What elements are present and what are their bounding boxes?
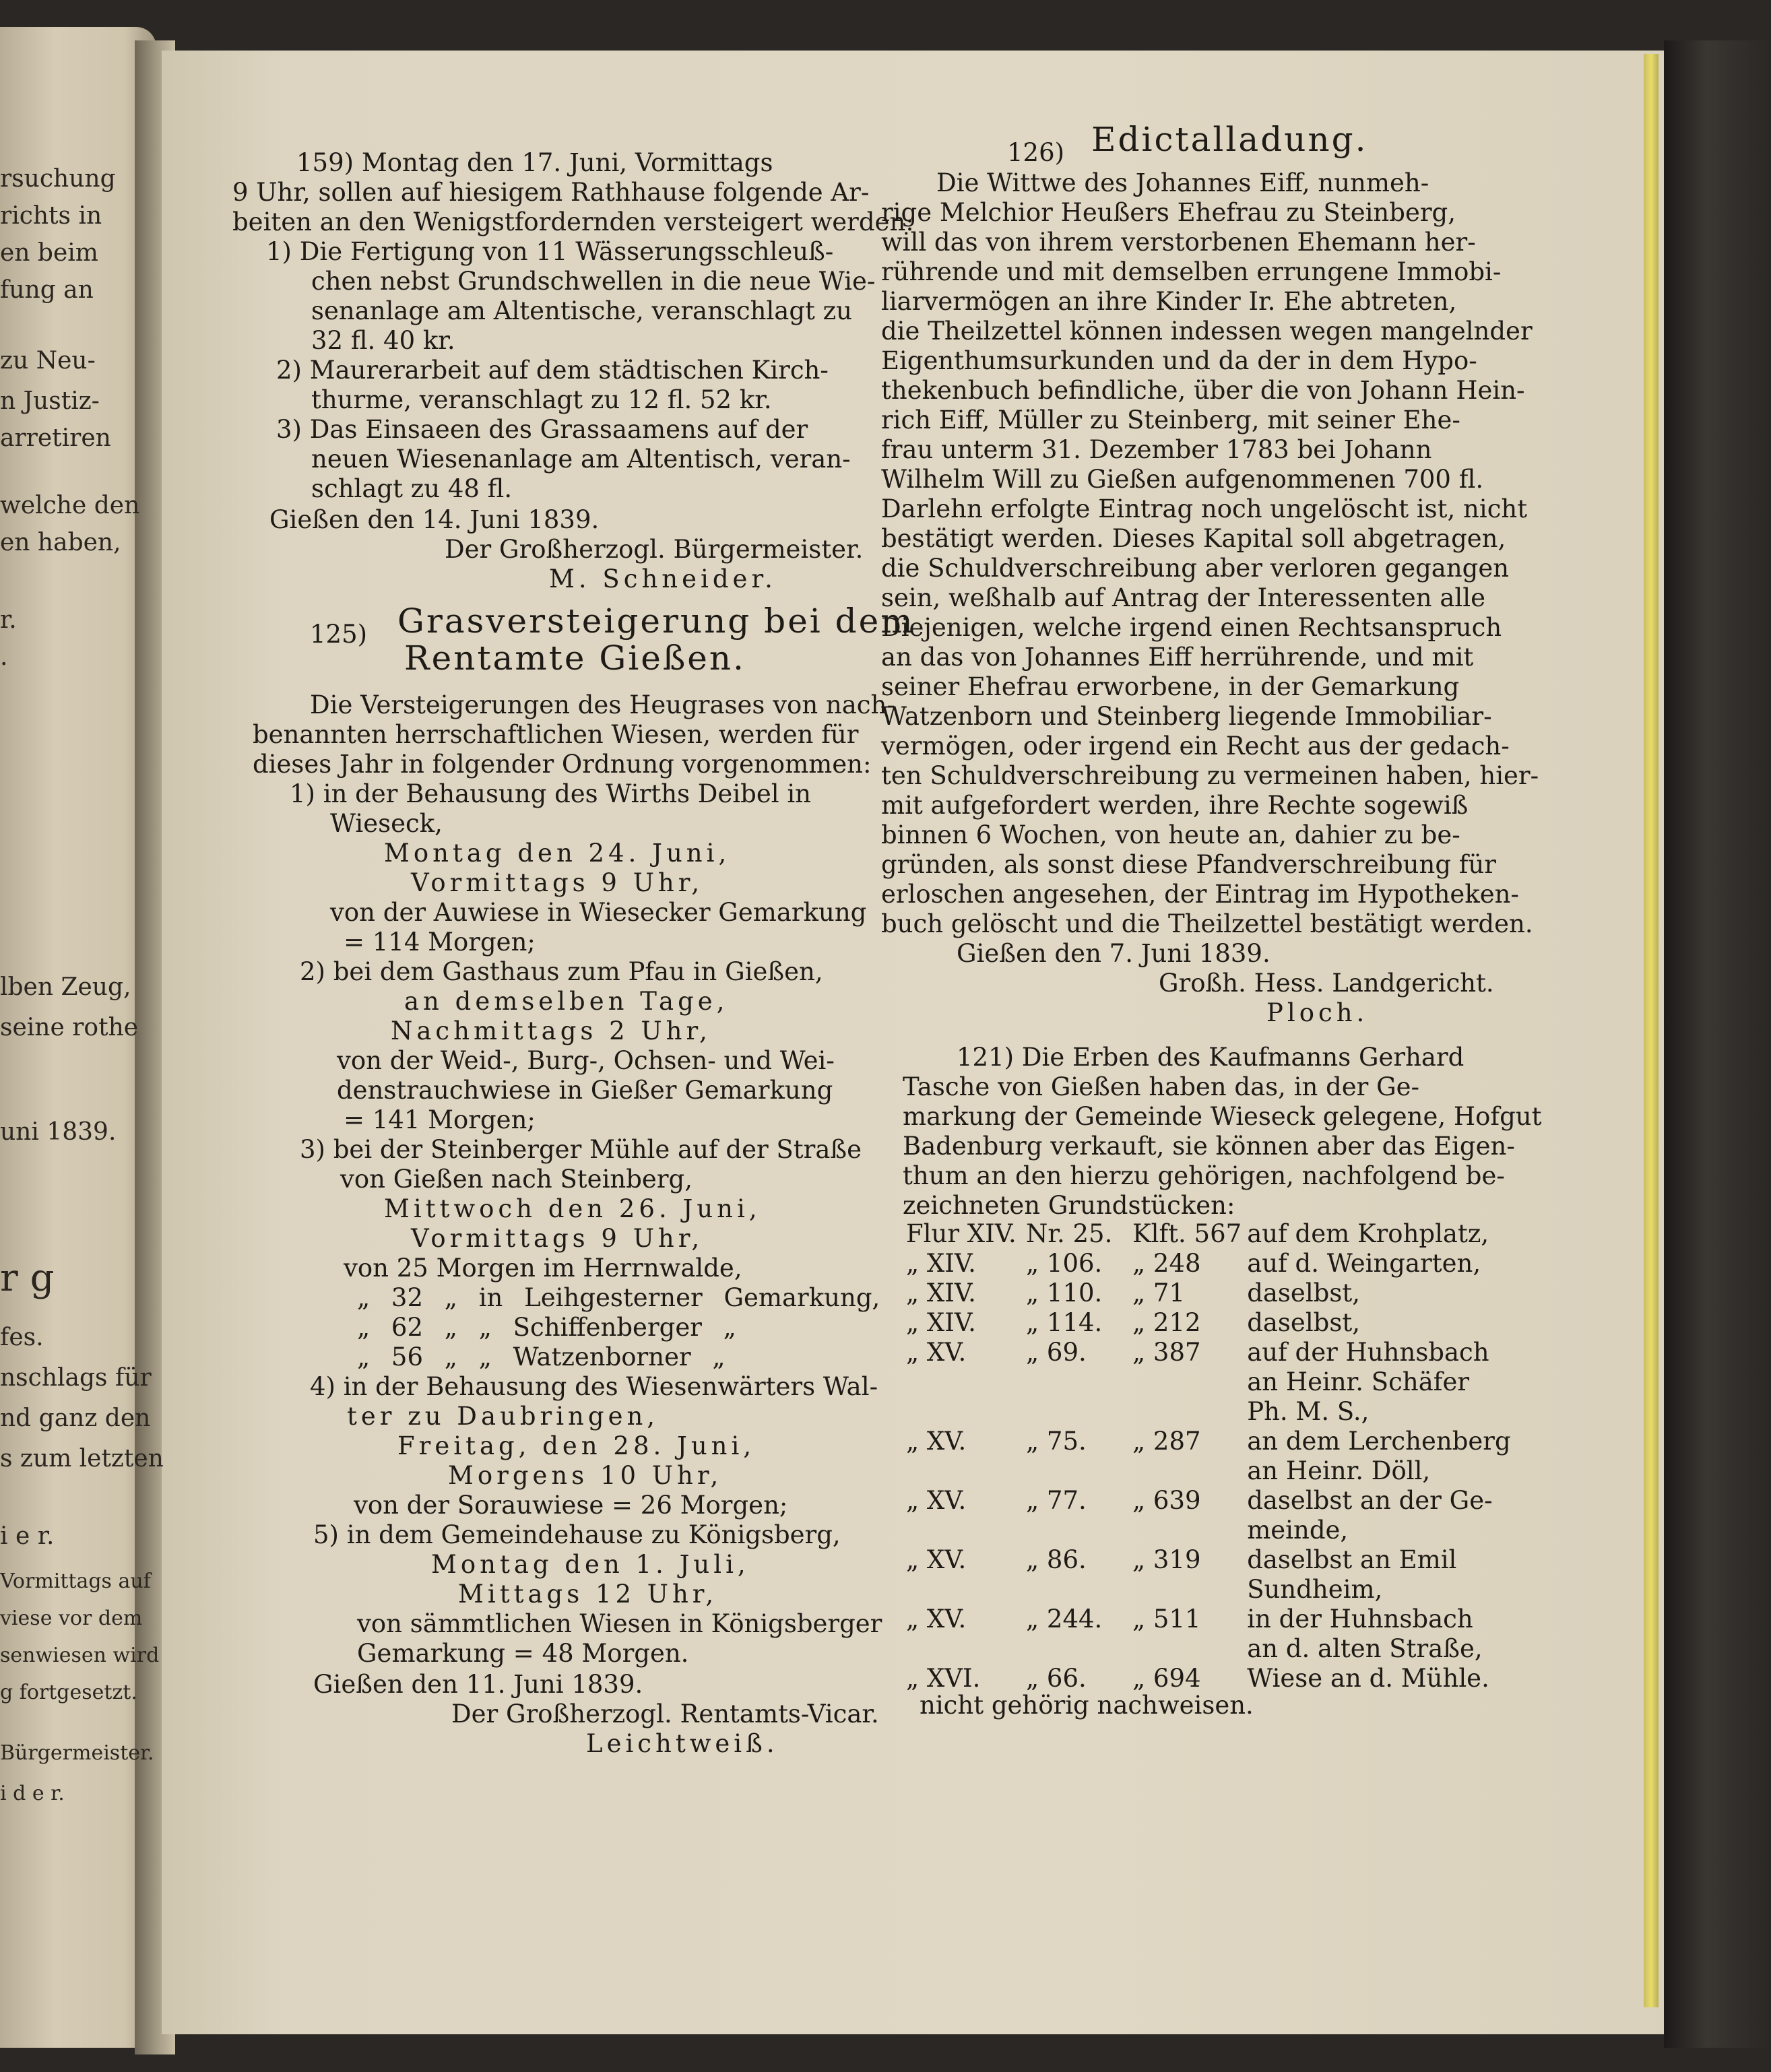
text-line: 4) in der Behausung des Wiesenwärters Wal- (310, 1372, 878, 1401)
parcel-nr (1026, 1397, 1132, 1427)
notice-number: 125) (310, 620, 368, 649)
parcel-flur: „ XV. (906, 1545, 967, 1574)
parcel-row (906, 1367, 1516, 1397)
parcel-flur: „ XV. (906, 1338, 967, 1367)
parcel-flur: „ XIV. (906, 1308, 976, 1337)
text-line: ter zu Daubringen, (347, 1402, 659, 1431)
fragment: g fortgesetzt. (0, 1681, 137, 1704)
text-line: thekenbuch befindliche, über die von Johann Hein- (881, 376, 1525, 405)
notice-title: Edictalladung. (1091, 120, 1368, 159)
fragment: nschlags für (0, 1364, 152, 1392)
parcel-flur (906, 1575, 1026, 1605)
text-line: 1) in der Behausung des Wirths Deibel in (290, 779, 812, 808)
text-line: Freitag, den 28. Juni, (397, 1431, 756, 1460)
parcel-nr: „ 110. (1026, 1278, 1103, 1307)
parcel-klft: „ 511 (1132, 1605, 1201, 1633)
fragment: uni 1839. (0, 1118, 117, 1146)
page-edges (1644, 54, 1659, 2007)
text-line: denstrauchwiese in Gießer Gemarkung (337, 1076, 833, 1105)
text-line: beiten an den Wenigstfordernden versteigert werden: (232, 207, 914, 236)
fragment: richts in (0, 202, 102, 230)
office-line: Großh. Hess. Landgericht. (1159, 969, 1494, 998)
text-line: die Schuldverschreibung aber verloren gegangen (881, 554, 1510, 583)
text-line: rich Eiff, Müller zu Steinberg, mit seiner Ehe- (881, 406, 1460, 434)
parcel-flur: Flur XIV. (906, 1219, 1017, 1248)
fragment: s zum letzten (0, 1445, 164, 1472)
text-line: Montag den 1. Juli, (431, 1550, 750, 1579)
notice-title: Rentamte Gießen. (404, 639, 746, 678)
text-line: 9 Uhr, sollen auf hiesigem Rathhause folgende Ar- (232, 178, 870, 207)
text-line: = 114 Morgen; (344, 928, 536, 957)
parcel-flur: „ XV. (906, 1605, 967, 1633)
fragment: arretiren (0, 424, 111, 452)
fragment: senwiesen wird (0, 1644, 160, 1667)
parcel-row (906, 1219, 1516, 1249)
signature-name: M. Schneider. (549, 564, 777, 593)
parcel-klft (1132, 1367, 1247, 1397)
fragment: welche den (0, 492, 140, 519)
text-line: 3) bei der Steinberger Mühle auf der Straße (300, 1135, 862, 1164)
text-line: schlagt zu 48 fl. (311, 474, 513, 503)
parcel-nr: Nr. 25. (1026, 1219, 1113, 1248)
text-line: Vormittags 9 Uhr, (411, 1224, 704, 1253)
text-line: „ 62 „ „ Schiffenberger „ (357, 1313, 736, 1342)
fragment: i e r. (0, 1522, 55, 1550)
parcel-row (906, 1249, 1516, 1278)
parcel-flur: „ XIV. (906, 1249, 976, 1278)
parcel-flur (906, 1634, 1026, 1664)
text-line: ten Schuldverschreibung zu vermeinen haben, hier- (881, 761, 1539, 790)
office-line: Der Großherzogl. Bürgermeister. (445, 535, 864, 564)
text-line: Diejenigen, welche irgend einen Rechtsanspruch (881, 613, 1502, 642)
text-line: Die Versteigerungen des Heugrases von nach- (310, 690, 895, 719)
parcel-flur: „ XV. (906, 1427, 967, 1456)
parcel-table-body (906, 1219, 1516, 1693)
parcel-table (906, 1219, 1516, 1693)
text-line: = 141 Morgen; (344, 1105, 536, 1134)
parcel-lage: Sundheim, (1247, 1575, 1383, 1604)
parcel-klft: „ 694 (1132, 1664, 1201, 1693)
parcel-klft: „ 387 (1132, 1338, 1201, 1367)
parcel-nr: „ 86. (1026, 1545, 1087, 1574)
parcel-lage: Wiese an d. Mühle. (1247, 1664, 1489, 1693)
parcel-flur (906, 1516, 1026, 1545)
text-line: Vormittags 9 Uhr, (411, 868, 704, 897)
parcel-nr (1026, 1634, 1132, 1664)
date-line: Gießen den 7. Juni 1839. (957, 939, 1270, 968)
book-cover-board (1664, 40, 1771, 2048)
parcel-klft: „ 248 (1132, 1249, 1201, 1278)
text-line: von der Weid-, Burg-, Ochsen- und Wei- (337, 1046, 835, 1075)
parcel-flur: „ XV. (906, 1486, 967, 1515)
fragment: en beim (0, 239, 98, 267)
text-line: chen nebst Grundschwellen in die neue Wie- (311, 267, 876, 296)
text-line: senanlage am Altentische, veranschlagt zu (311, 296, 852, 325)
parcel-lage: auf der Huhnsbach (1247, 1338, 1489, 1367)
text-line: mit aufgefordert werden, ihre Rechte sogewiß (881, 791, 1469, 820)
parcel-nr (1026, 1516, 1132, 1545)
fragment: Vormittags auf (0, 1569, 151, 1593)
text-line: buch gelöscht und die Theilzettel bestätigt werden. (881, 909, 1533, 938)
parcel-nr: „ 244. (1026, 1605, 1103, 1633)
parcel-flur (906, 1397, 1026, 1427)
parcel-lage: auf dem Krohplatz, (1247, 1219, 1489, 1248)
text-line: 1) Die Fertigung von 11 Wässerungsschleuß- (266, 237, 834, 266)
parcel-klft (1132, 1634, 1247, 1664)
text-line: binnen 6 Wochen, von heute an, dahier zu be- (881, 820, 1460, 849)
closing-line: nicht gehörig nachweisen. (920, 1691, 1254, 1720)
date-line: Gießen den 14. Juni 1839. (269, 505, 600, 534)
parcel-row (906, 1486, 1516, 1516)
text-line: „ 32 „ in Leihgesterner Gemarkung, (357, 1283, 880, 1312)
text-line: gründen, als sonst diese Pfandverschreibung für (881, 850, 1496, 879)
fragment: nd ganz den (0, 1404, 151, 1432)
text-line: bestätigt werden. Dieses Kapital soll abgetragen, (881, 524, 1506, 553)
text-line: Wilhelm Will zu Gießen aufgenommenen 700 fl. (881, 465, 1484, 494)
notice-number: 126) (1007, 138, 1065, 167)
text-line: Darlehn erfolgte Eintrag noch ungelöscht ist, nicht (881, 494, 1528, 523)
parcel-nr: „ 106. (1026, 1249, 1103, 1278)
text-line: von sämmtlichen Wiesen in Königsberger (357, 1609, 882, 1638)
parcel-row (906, 1427, 1516, 1456)
fragment: rsuchung (0, 165, 116, 193)
parcel-flur: „ XVI. (906, 1664, 981, 1693)
text-line: liarvermögen an ihre Kinder Ir. Ehe abtreten, (881, 287, 1457, 316)
text-line: Watzenborn und Steinberg liegende Immobiliar- (881, 702, 1492, 731)
parcel-row (906, 1605, 1516, 1634)
text-line: Badenburg verkauft, sie können aber das Eigen- (903, 1132, 1515, 1161)
fragment: Bürgermeister. (0, 1741, 154, 1765)
fragment: seine rothe (0, 1014, 139, 1041)
parcel-flur (906, 1367, 1026, 1397)
text-line: an das von Johannes Eiff herrührende, und mit (881, 643, 1474, 672)
parcel-klft (1132, 1397, 1247, 1427)
parcel-klft (1132, 1575, 1247, 1605)
text-line: 2) Maurerarbeit auf dem städtischen Kirch- (276, 356, 829, 385)
parcel-klft: „ 287 (1132, 1427, 1201, 1456)
parcel-lage: Ph. M. S., (1247, 1397, 1370, 1426)
fragment: en haben, (0, 529, 121, 556)
text-line: rührende und mit demselben errungene Immobi- (881, 257, 1502, 286)
text-line: neuen Wiesenanlage am Altentisch, veran- (311, 445, 851, 474)
fragment: viese vor dem (0, 1607, 143, 1630)
text-line: frau unterm 31. Dezember 1783 bei Johann (881, 435, 1432, 464)
office-line: Der Großherzogl. Rentamts-Vicar. (451, 1699, 879, 1728)
parcel-klft: „ 71 (1132, 1278, 1186, 1307)
text-line: thurme, veranschlagt zu 12 fl. 52 kr. (311, 385, 772, 414)
parcel-nr: „ 75. (1026, 1427, 1087, 1456)
text-line: 32 fl. 40 kr. (311, 326, 455, 355)
parcel-nr: „ 114. (1026, 1308, 1103, 1337)
text-line: von 25 Morgen im Herrnwalde, (344, 1254, 742, 1283)
text-line: thum an den hierzu gehörigen, nachfolgend be- (903, 1161, 1505, 1190)
parcel-klft: Klft. 567 (1132, 1219, 1242, 1248)
parcel-row (906, 1308, 1516, 1338)
parcel-row (906, 1397, 1516, 1427)
text-line: Die Wittwe des Johannes Eiff, nunmeh- (936, 168, 1429, 197)
text-line: Mittags 12 Uhr, (458, 1580, 718, 1609)
parcel-klft (1132, 1516, 1247, 1545)
parcel-lage: an d. alten Straße, (1247, 1634, 1483, 1663)
parcel-row (906, 1545, 1516, 1575)
parcel-lage: an dem Lerchenberg (1247, 1427, 1511, 1456)
parcel-klft: „ 212 (1132, 1308, 1201, 1337)
fragment: n Justiz- (0, 387, 100, 415)
fragment: fung an (0, 276, 94, 304)
parcel-lage: daselbst, (1247, 1308, 1360, 1337)
parcel-nr: „ 66. (1026, 1664, 1087, 1693)
signature-name: Ploch. (1266, 998, 1369, 1027)
fragment: lben Zeug, (0, 973, 131, 1001)
text-line: 159) Montag den 17. Juni, Vormittags (296, 148, 773, 177)
text-line: seiner Ehefrau erworbene, in der Gemarkung (881, 672, 1460, 701)
fragment: i d e r. (0, 1782, 65, 1805)
fragment: fes. (0, 1324, 44, 1351)
text-line: Mittwoch den 26. Juni, (384, 1194, 761, 1223)
parcel-lage: meinde, (1247, 1516, 1349, 1545)
text-line: benannten herrschaftlichen Wiesen, werden für (253, 720, 859, 749)
text-line: dieses Jahr in folgender Ordnung vorgenommen: (253, 750, 872, 779)
text-line: „ 56 „ „ Watzenborner „ (357, 1342, 726, 1371)
notice-title: Grasversteigerung bei dem (397, 602, 915, 641)
text-line: von Gießen nach Steinberg, (340, 1165, 693, 1194)
text-line: 2) bei dem Gasthaus zum Pfau in Gießen, (300, 957, 823, 986)
fragment: zu Neu- (0, 347, 96, 375)
parcel-flur (906, 1456, 1026, 1486)
parcel-row (906, 1338, 1516, 1367)
text-line: markung der Gemeinde Wieseck gelegene, Hofgut (903, 1102, 1542, 1131)
text-line: vermögen, oder irgend ein Recht aus der gedach- (881, 732, 1510, 760)
parcel-nr (1026, 1575, 1132, 1605)
parcel-lage: auf d. Weingarten, (1247, 1249, 1481, 1278)
parcel-lage: in der Huhnsbach (1247, 1605, 1473, 1633)
text-line: Nachmittags 2 Uhr, (391, 1016, 711, 1045)
parcel-nr (1026, 1456, 1132, 1486)
parcel-row (906, 1456, 1516, 1486)
parcel-lage: an Heinr. Schäfer (1247, 1367, 1470, 1396)
parcel-nr: „ 69. (1026, 1338, 1087, 1367)
parcel-row (906, 1634, 1516, 1664)
parcel-lage: daselbst, (1247, 1278, 1360, 1307)
text-line: von der Sorauwiese = 26 Morgen; (354, 1491, 788, 1520)
parcel-klft: „ 319 (1132, 1545, 1201, 1574)
parcel-nr: „ 77. (1026, 1486, 1087, 1515)
text-line: 121) Die Erben des Kaufmanns Gerhard (957, 1043, 1464, 1072)
text-line: Wieseck, (330, 809, 443, 838)
date-line: Gießen den 11. Juni 1839. (313, 1670, 643, 1699)
text-line: erloschen angesehen, der Eintrag im Hypotheken- (881, 880, 1519, 909)
parcel-lage: an Heinr. Döll, (1247, 1456, 1431, 1485)
text-line: will das von ihrem verstorbenen Ehemann her- (881, 228, 1476, 257)
fragment: r g (0, 1256, 55, 1300)
parcel-lage: daselbst an Emil (1247, 1545, 1457, 1574)
parcel-lage: daselbst an der Ge- (1247, 1486, 1493, 1515)
fragment: r. (0, 606, 17, 634)
text-line: zeichneten Grundstücken: (903, 1191, 1235, 1220)
text-line: Morgens 10 Uhr, (448, 1461, 723, 1490)
parcel-flur: „ XIV. (906, 1278, 976, 1307)
text-line: Eigenthumsurkunden und da der in dem Hypo- (881, 346, 1477, 375)
text-line: 3) Das Einsaeen des Grassaamens auf der (276, 415, 808, 444)
text-line: von der Auwiese in Wiesecker Gemarkung (330, 898, 867, 927)
text-line: Tasche von Gießen haben das, in der Ge- (903, 1072, 1420, 1101)
text-line: sein, weßhalb auf Antrag der Interessenten alle (881, 583, 1485, 612)
signature-name: Leichtweiß. (586, 1729, 779, 1758)
text-line: die Theilzettel können indessen wegen mangelnder (881, 317, 1533, 346)
parcel-row (906, 1278, 1516, 1308)
text-line: rige Melchior Heußers Ehefrau zu Steinberg, (881, 198, 1456, 227)
parcel-row (906, 1516, 1516, 1545)
parcel-nr (1026, 1367, 1132, 1397)
text-line: Gemarkung = 48 Morgen. (357, 1639, 689, 1668)
fragment: . (0, 643, 8, 671)
parcel-row (906, 1575, 1516, 1605)
text-line: Montag den 24. Juni, (384, 839, 731, 868)
parcel-klft (1132, 1456, 1247, 1486)
text-line: an demselben Tage, (404, 987, 729, 1016)
parcel-row (906, 1664, 1516, 1693)
text-line: 5) in dem Gemeindehause zu Königsberg, (313, 1520, 841, 1549)
parcel-klft: „ 639 (1132, 1486, 1201, 1515)
